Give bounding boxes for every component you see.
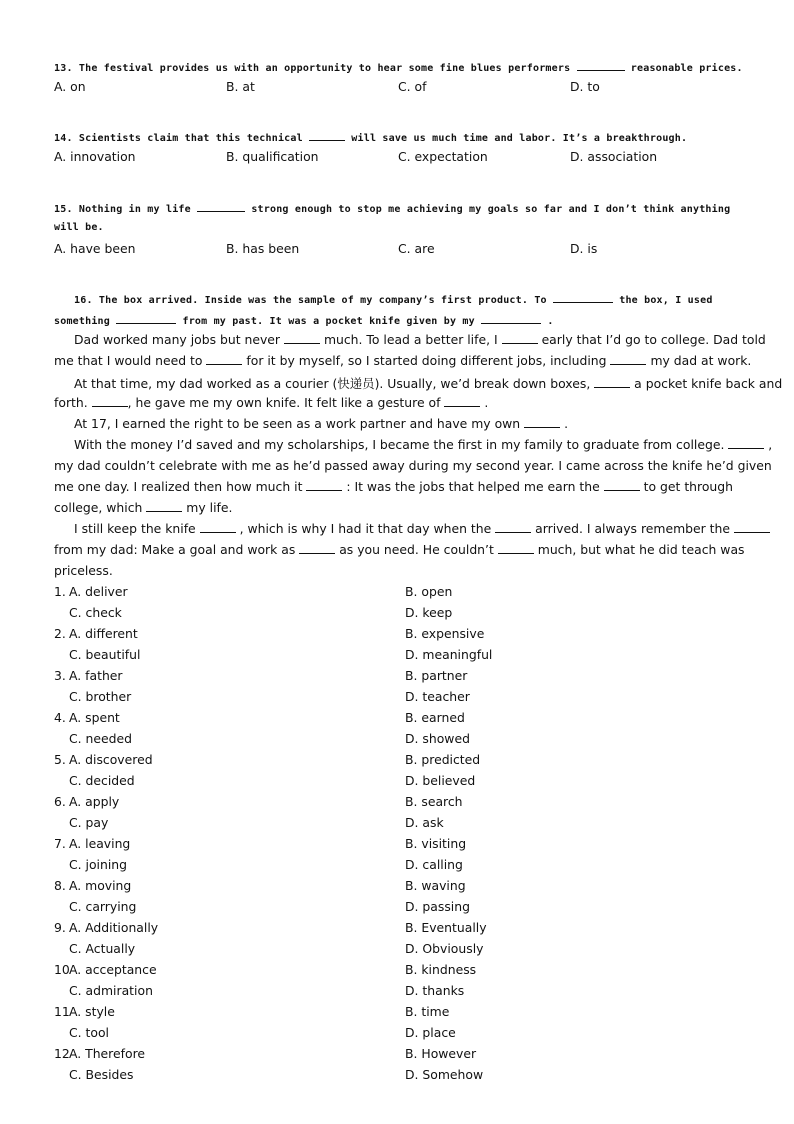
answer-blank xyxy=(604,480,640,491)
choice-d: D. passing xyxy=(405,899,470,914)
answer-blank xyxy=(306,480,342,491)
choice-a: A. apply xyxy=(69,794,120,809)
choice-row-ab xyxy=(54,626,744,647)
choice-row-ab xyxy=(54,584,744,605)
choice-b: B. expensive xyxy=(405,626,485,641)
choice-a: A. father xyxy=(69,668,123,683)
question-14-options xyxy=(54,149,744,167)
choice-row-cd xyxy=(54,1067,744,1088)
choice-d: D. place xyxy=(405,1025,456,1040)
choice-d: D. believed xyxy=(405,773,476,788)
option-c: C. are xyxy=(398,241,435,256)
answer-blank xyxy=(553,292,613,303)
choice-b: B. open xyxy=(405,584,453,599)
choice-d: D. thanks xyxy=(405,983,465,998)
choice-c: C. check xyxy=(69,605,122,620)
passage-line: my dad couldn’t celebrate with me as he’d passed away during my second year. I came across the knife he’d given xyxy=(54,458,772,473)
choice-number: 6. xyxy=(54,794,66,809)
passage-line: me that I would need to for it by myself, so I started doing different jobs, including my dad at work. xyxy=(54,353,752,368)
choice-c: C. brother xyxy=(69,689,132,704)
passage-intro-line-2: something from my past. It was a pocket knife given by my . xyxy=(54,313,744,327)
question-15-options xyxy=(54,241,744,259)
passage-line: forth. , he gave me my own knife. It felt like a gesture of . xyxy=(54,395,489,410)
choice-b: B. predicted xyxy=(405,752,481,767)
choice-number: 4. xyxy=(54,710,66,725)
question-13-options xyxy=(54,79,744,97)
choice-d: D. meaningful xyxy=(405,647,493,662)
question-14-stem: 14. Scientists claim that this technical will save us much time and labor. It’s a breakthrough. xyxy=(54,130,744,144)
choice-a: A. moving xyxy=(69,878,132,893)
answer-blank xyxy=(728,438,764,449)
choice-a: A. discovered xyxy=(69,752,153,767)
passage-line: With the money I’d saved and my scholarships, I became the first in my family to graduate from college. , xyxy=(74,437,773,452)
choice-row-ab xyxy=(54,962,744,983)
choice-b: B. earned xyxy=(405,710,465,725)
choice-b: B. time xyxy=(405,1004,450,1019)
choice-a: A. leaving xyxy=(69,836,131,851)
passage-line: me one day. I realized then how much it : It was the jobs that helped me earn the to get through xyxy=(54,479,734,494)
answer-blank xyxy=(197,201,245,212)
choice-number: 12 xyxy=(54,1046,70,1061)
choice-c: C. beautiful xyxy=(69,647,141,662)
choice-row-ab xyxy=(54,752,744,773)
answer-blank xyxy=(610,354,646,365)
choice-a: A. spent xyxy=(69,710,120,725)
choice-row-ab xyxy=(54,1046,744,1067)
answer-blank xyxy=(481,313,541,324)
answer-blank xyxy=(299,543,335,554)
choice-row-cd xyxy=(54,1025,744,1046)
choice-number: 9. xyxy=(54,920,66,935)
choice-a: A. acceptance xyxy=(69,962,157,977)
choice-number: 3. xyxy=(54,668,66,683)
option-a: A. on xyxy=(54,79,86,94)
question-13-stem: 13. The festival provides us with an opportunity to hear some fine blues performers reasonable prices. xyxy=(54,60,744,74)
question-15-stem-line-2: will be. xyxy=(54,222,104,233)
choice-c: C. needed xyxy=(69,731,132,746)
choice-row-ab xyxy=(54,668,744,689)
question-15-stem-line-1: 15. Nothing in my life strong enough to stop me achieving my goals so far and I don’t think anything xyxy=(54,201,744,215)
choice-d: D. calling xyxy=(405,857,463,872)
choice-a: A. deliver xyxy=(69,584,128,599)
choice-row-cd xyxy=(54,605,744,626)
choice-row-cd xyxy=(54,731,744,752)
option-a: A. have been xyxy=(54,241,136,256)
choice-number: 11 xyxy=(54,1004,70,1019)
choice-row-cd xyxy=(54,941,744,962)
choice-number: 1. xyxy=(54,584,66,599)
choice-a: A. Additionally xyxy=(69,920,159,935)
answer-blank xyxy=(206,354,242,365)
choice-b: B. partner xyxy=(405,668,468,683)
choice-c: C. joining xyxy=(69,857,128,872)
choice-c: C. decided xyxy=(69,773,135,788)
choice-b: B. However xyxy=(405,1046,477,1061)
choice-number: 2. xyxy=(54,626,66,641)
choice-b: B. waving xyxy=(405,878,466,893)
option-b: B. has been xyxy=(226,241,300,256)
choice-b: B. kindness xyxy=(405,962,477,977)
passage-line: At 17, I earned the right to be seen as a work partner and have my own . xyxy=(74,416,569,431)
choice-number: 7. xyxy=(54,836,66,851)
choice-row-cd xyxy=(54,689,744,710)
passage-line: college, which my life. xyxy=(54,500,233,515)
passage-line: I still keep the knife , which is why I had it that day when the arrived. I always remember the xyxy=(74,521,764,536)
option-d: D. to xyxy=(570,79,600,94)
choice-row-ab xyxy=(54,878,744,899)
choice-b: B. search xyxy=(405,794,463,809)
option-d: D. is xyxy=(570,241,598,256)
choice-row-cd xyxy=(54,857,744,878)
choice-row-cd xyxy=(54,773,744,794)
choice-d: D. showed xyxy=(405,731,470,746)
choice-number: 10 xyxy=(54,962,70,977)
answer-blank xyxy=(495,522,531,533)
passage-line: from my dad: Make a goal and work as as you need. He couldn’t much, but what he did teach was xyxy=(54,542,745,557)
passage-line: Dad worked many jobs but never much. To lead a better life, I early that I’d go to college. Dad told xyxy=(74,332,766,347)
choice-c: C. admiration xyxy=(69,983,153,998)
option-b: B. qualification xyxy=(226,149,319,164)
option-d: D. association xyxy=(570,149,658,164)
choice-d: D. Obviously xyxy=(405,941,484,956)
choice-a: A. different xyxy=(69,626,138,641)
answer-blank xyxy=(200,522,236,533)
option-c: C. expectation xyxy=(398,149,488,164)
choice-d: D. teacher xyxy=(405,689,470,704)
choice-c: C. pay xyxy=(69,815,109,830)
choice-row-ab xyxy=(54,710,744,731)
answer-blank xyxy=(309,130,345,141)
choice-row-ab xyxy=(54,836,744,857)
answer-blank xyxy=(502,333,538,344)
choice-number: 5. xyxy=(54,752,66,767)
option-b: B. at xyxy=(226,79,255,94)
choice-a: A. Therefore xyxy=(69,1046,146,1061)
choice-b: B. visiting xyxy=(405,836,467,851)
choice-d: D. keep xyxy=(405,605,453,620)
choice-c: C. Besides xyxy=(69,1067,134,1082)
choice-row-ab xyxy=(54,1004,744,1025)
choice-c: C. tool xyxy=(69,1025,109,1040)
answer-blank xyxy=(444,396,480,407)
choice-row-cd xyxy=(54,647,744,668)
choice-row-cd xyxy=(54,899,744,920)
answer-blank xyxy=(284,333,320,344)
passage-line: At that time, my dad worked as a courier (快递员). Usually, we’d break down boxes, a pocket knife back and xyxy=(74,376,783,391)
answer-blank xyxy=(146,501,182,512)
answer-blank xyxy=(734,522,770,533)
option-a: A. innovation xyxy=(54,149,136,164)
answer-blank xyxy=(594,377,630,388)
answer-blank xyxy=(498,543,534,554)
choice-row-cd xyxy=(54,983,744,1004)
choice-d: D. Somehow xyxy=(405,1067,484,1082)
choice-row-ab xyxy=(54,794,744,815)
answer-blank xyxy=(92,396,128,407)
answer-blank xyxy=(524,417,560,428)
choice-number: 8. xyxy=(54,878,66,893)
choice-d: D. ask xyxy=(405,815,444,830)
choice-b: B. Eventually xyxy=(405,920,487,935)
answer-blank xyxy=(577,60,625,71)
choice-row-cd xyxy=(54,815,744,836)
choice-c: C. Actually xyxy=(69,941,136,956)
choice-c: C. carrying xyxy=(69,899,137,914)
answer-blank xyxy=(116,313,176,324)
choice-row-ab xyxy=(54,920,744,941)
choice-a: A. style xyxy=(69,1004,115,1019)
passage-intro-line-1: 16. The box arrived. Inside was the sample of my company’s first product. To the box, I used xyxy=(74,292,764,306)
choices-list xyxy=(54,584,744,1088)
option-c: C. of xyxy=(398,79,427,94)
passage-line: priceless. xyxy=(54,563,113,578)
